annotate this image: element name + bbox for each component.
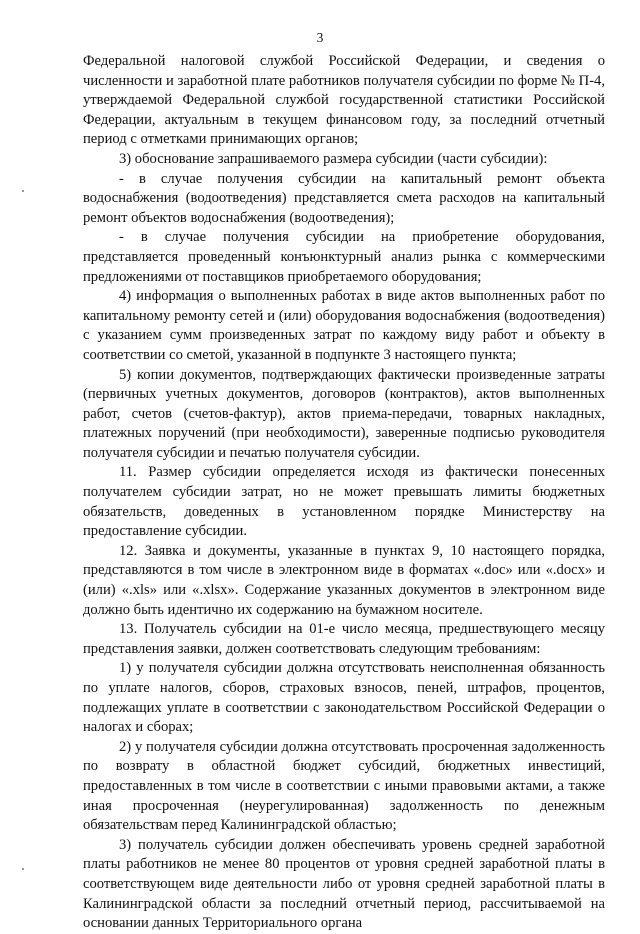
paragraph: 3) обоснование запрашиваемого размера субсидии (части субсидии): bbox=[119, 150, 548, 167]
paragraph: - в случае получения субсидии на приобретение оборудования, представляется проведенный конъюнктурный анализ рынка с коммерческими предложениями от поставщиков приобретаемого оборудования; bbox=[83, 229, 605, 285]
paragraph-continuation: Федеральной налоговой службой Российской Федерации, и сведения о численности и заработной плате работников получателя субсидии по форме № П-4, утверждаемой Федеральной службой государственной статистики Российской Федерации, актуальным в текущем финансовом году, за последний отчетный период с отметками принимающих органов; bbox=[83, 53, 605, 148]
paragraph: 1) у получателя субсидии должна отсутствовать неисполненная обязанность по уплате налогов, сборов, страховых взносов, пеней, штрафов, процентов, подлежащих уплате в соответствии с законодательством Российской Федерации о налогах и сборах; bbox=[83, 660, 605, 736]
scan-speck bbox=[22, 190, 24, 192]
paragraph: 13. Получатель субсидии на 01-е число месяца, предшествующего месяцу представления заявки, должен соответствовать следующим требованиям: bbox=[83, 621, 605, 657]
paragraph: 11. Размер субсидии определяется исходя из фактически понесенных получателем субсидии затрат, но не может превышать лимиты бюджетных обязательств, доведенных в установленном порядке Министерству на предоставление субсидии. bbox=[83, 464, 605, 540]
paragraph: 5) копии документов, подтверждающих фактически произведенные затраты (первичных учетных документов, договоров (контрактов), актов выполненных работ, счетов (счетов-фактур), актов приема-передачи, товарных накладных, платежных поручений (при необходимости), заверенные подписью руководителя получателя субсидии и печатью получателя субсидии. bbox=[83, 366, 605, 461]
scan-speck bbox=[22, 868, 24, 870]
page-number: 3 bbox=[316, 30, 324, 45]
paragraph: 4) информация о выполненных работах в виде актов выполненных работ по капитальному ремонту сетей и (или) оборудования водоснабжения (водоотведения) с указанием сумм произведенных затрат по каждому виду работ и объекту в соответствии со сметой, указанной в подпункте 3 настоящего пункта; bbox=[83, 288, 605, 363]
document-body bbox=[83, 52, 605, 934]
paragraph: 12. Заявка и документы, указанные в пунктах 9, 10 настоящего порядка, представляются в том числе в электронном виде в форматах «.doc» или «.docx» и (или) «.xls» или «.xlsx». Содержание указанных документов в электронном виде должно быть идентично их содержанию на бумажном носителе. bbox=[83, 542, 605, 618]
paragraph: - в случае получения субсидии на капитальный ремонт объекта водоснабжения (водоотведения) представляется смета расходов на капитальный ремонт объектов водоснабжения (водоотведения); bbox=[83, 170, 605, 226]
paragraph: 3) получатель субсидии должен обеспечивать уровень средней заработной платы работников не менее 80 процентов от уровня средней заработной платы в соответствующем виде деятельности либо от уровня средней заработной платы в Калининградской области за последний отчетный период, рассчитываемой на основании данных Территориального органа bbox=[83, 836, 605, 932]
paragraph: 2) у получателя субсидии должна отсутствовать просроченная задолженность по возврату в областной бюджет субсидий, бюджетных инвестиций, предоставленных в том числе в соответствии с иными правовыми актами, а также иная просроченная (неурегулированная) задолженность по денежным обязательствам перед Калининградской областью; bbox=[83, 738, 605, 834]
